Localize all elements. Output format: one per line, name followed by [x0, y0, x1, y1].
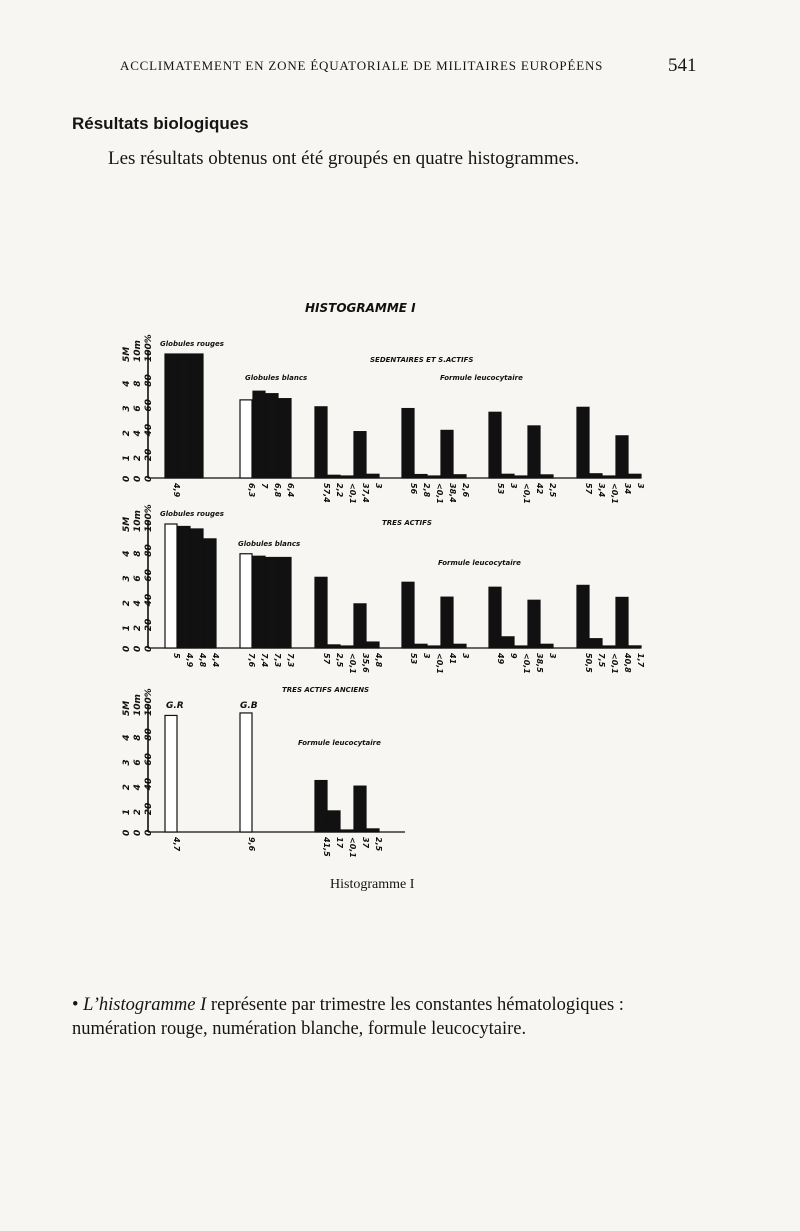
histogram-bar [489, 587, 501, 648]
bar-value-label: <0,1 [522, 483, 531, 504]
histogram-bar [191, 529, 203, 648]
bar-value-label: 57 [322, 653, 331, 665]
bar-value-label: 3 [422, 653, 431, 659]
y-tick-label: 0 [122, 475, 132, 482]
histogram-bar [279, 557, 291, 648]
histogram-bar [603, 476, 615, 478]
histogram-bar [603, 646, 615, 648]
y-tick-label: 2 [122, 784, 132, 791]
histogram-bar [577, 585, 589, 648]
histogram-bar [240, 713, 252, 832]
histogram-bar [428, 476, 440, 478]
bar-value-label: 37 [361, 837, 370, 849]
histogram-bar [629, 646, 641, 648]
histogram-bar [428, 646, 440, 648]
bar-value-label: 4,7 [172, 837, 181, 852]
bar-value-label: <0,1 [435, 483, 444, 504]
bar-value-label: 2,5 [335, 653, 344, 668]
bar-value-label: 6,8 [273, 483, 282, 498]
bar-value-label: 1,7 [636, 653, 645, 668]
y-tick-label: 20 [144, 802, 154, 816]
y-tick-label: 20 [144, 448, 154, 462]
histogram-bar [354, 604, 366, 648]
histogram-bar [616, 436, 628, 478]
bar-value-label: 38,5 [535, 653, 544, 673]
group-label: Globules rouges [160, 340, 224, 348]
y-tick-label: 10m [133, 340, 143, 362]
y-tick-label: 0 [144, 829, 154, 836]
bar-value-label: 7,3 [273, 653, 282, 668]
histogram-bar [253, 391, 265, 478]
y-tick-label: 60 [144, 753, 154, 766]
histogram-bar [629, 474, 641, 478]
y-tick-label: 4 [133, 784, 143, 791]
bar-value-label: 2,6 [461, 483, 470, 498]
histogram-bar [402, 409, 414, 478]
histogram-bar [515, 476, 527, 478]
y-tick-label: 60 [144, 399, 154, 412]
running-header: ACCLIMATEMENT EN ZONE ÉQUATORIALE DE MILITAIRES EUROPÉENS [120, 58, 604, 73]
group-label: G.B [240, 701, 258, 711]
histogram-bar [341, 646, 353, 648]
y-tick-label: 0 [122, 829, 132, 836]
panel-title: SEDENTAIRES ET S.ACTIFS [370, 356, 474, 364]
y-tick-label: 6 [133, 405, 143, 412]
bar-value-label: 56 [409, 483, 418, 495]
y-tick-label: 1 [122, 808, 132, 816]
y-tick-label: 100% [144, 504, 154, 532]
y-tick-label: 4 [122, 380, 132, 387]
y-tick-label: 1 [122, 454, 132, 462]
bar-value-label: 4,8 [374, 653, 383, 668]
y-tick-label: 5M [122, 346, 132, 362]
group-label: Globules rouges [160, 510, 224, 518]
histogram-bar [165, 524, 177, 648]
group-label: Formule leucocytaire [440, 374, 523, 382]
bar-value-label: 57,4 [322, 483, 331, 503]
histogram-panel [122, 504, 645, 674]
bar-value-label: 4,8 [198, 653, 207, 668]
bar-value-label: <0,1 [610, 483, 619, 504]
histogram-bar [528, 426, 540, 478]
bar-value-label: 7,5 [597, 653, 606, 668]
histogram-bar [354, 432, 366, 478]
bar-value-label: 9,6 [247, 837, 256, 852]
histogram-bar [315, 781, 327, 832]
y-tick-label: 8 [133, 380, 143, 387]
body-paragraph [72, 993, 702, 1041]
y-tick-label: 4 [133, 600, 143, 607]
histogram-bar [454, 644, 466, 648]
bar-value-label: 53 [409, 653, 418, 665]
histogram-bar [541, 644, 553, 648]
figure-caption: Histogramme I [330, 877, 415, 892]
bar-value-label: 40,8 [623, 653, 632, 673]
histogram-bar [354, 786, 366, 832]
bar-value-label: 2,5 [548, 483, 557, 498]
bar-value-label: 6,3 [247, 483, 256, 498]
y-tick-label: 2 [122, 430, 132, 437]
group-label: Globules blancs [245, 374, 308, 382]
bar-value-label: 49 [496, 653, 505, 665]
body-text: représente par trimestre les constantes hématologiques : numération rouge, numération blanche, formule leucocytaire. [72, 995, 624, 1039]
histogram-bar [515, 646, 527, 648]
y-tick-label: 2 [133, 454, 143, 462]
bar-value-label: 3 [509, 483, 518, 489]
bar-value-label: 5 [172, 653, 181, 659]
bar-value-label: 3 [548, 653, 557, 659]
bar-value-label: <0,1 [522, 653, 531, 674]
histogram-bar [590, 474, 602, 478]
y-tick-label: 40 [144, 593, 154, 607]
bar-value-label: 3 [374, 483, 383, 489]
group-label: Globules blancs [238, 540, 301, 548]
histogram-bar [415, 644, 427, 648]
histogram-bar [204, 539, 216, 648]
bar-value-label: 4,9 [185, 653, 194, 668]
histogram-bar [441, 597, 453, 648]
y-tick-label: 8 [133, 734, 143, 741]
histogram-bar [315, 577, 327, 648]
bar-value-label: <0,1 [435, 653, 444, 674]
bar-value-label: 2,2 [335, 483, 344, 498]
bar-value-label: 41 [448, 653, 457, 665]
bar-value-label: <0,1 [348, 837, 357, 858]
bar-value-label: 6,4 [286, 483, 295, 498]
y-tick-label: 1 [122, 624, 132, 632]
histogram-bar [266, 394, 278, 478]
histogram-bar [367, 474, 379, 478]
histogram-bar [454, 475, 466, 478]
bar-value-label: 3 [636, 483, 645, 489]
bullet: • [72, 995, 79, 1015]
y-tick-label: 0 [144, 475, 154, 482]
bar-value-label: 37,4 [361, 483, 370, 503]
y-tick-label: 5M [122, 516, 132, 532]
bar-value-label: <0,1 [348, 483, 357, 504]
bar-value-label: 7,6 [247, 653, 256, 668]
bar-value-label: 2,5 [374, 837, 383, 852]
y-tick-label: 5M [122, 700, 132, 716]
bar-value-label: 53 [496, 483, 505, 495]
histogram-bar [240, 554, 252, 648]
bar-value-label: 9 [509, 653, 518, 659]
y-tick-label: 0 [122, 645, 132, 652]
histogram-bar [489, 412, 501, 478]
bar-value-label: 50,5 [584, 653, 593, 673]
histogram-bar [165, 354, 177, 478]
y-tick-label: 6 [133, 575, 143, 582]
histogram-bar [165, 715, 177, 832]
y-tick-label: 2 [122, 600, 132, 607]
histogram-bar [577, 407, 589, 478]
y-tick-label: 4 [122, 734, 132, 741]
histogram-bar [191, 354, 203, 478]
bar-value-label: 42 [535, 483, 544, 495]
bar-value-label: 7 [260, 483, 269, 489]
bar-value-label: 38,4 [448, 483, 457, 503]
y-tick-label: 0 [133, 475, 143, 482]
histogram-bar [367, 642, 379, 648]
histogram-bar [541, 475, 553, 478]
histogram-bar [502, 637, 514, 648]
histogram-bar [328, 811, 340, 832]
group-label: Formule leucocytaire [438, 559, 521, 567]
y-tick-label: 3 [122, 759, 132, 766]
intro-paragraph: Les résultats obtenus ont été groupés en quatre histogrammes. [108, 148, 580, 169]
page-number: 541 [668, 55, 697, 76]
y-tick-label: 4 [122, 550, 132, 557]
y-tick-label: 100% [144, 334, 154, 362]
histogram-bar [502, 474, 514, 478]
y-tick-label: 0 [133, 645, 143, 652]
bar-value-label: <0,1 [348, 653, 357, 674]
bar-value-label: <0,1 [610, 653, 619, 674]
histogram-bar [415, 475, 427, 478]
y-tick-label: 100% [144, 688, 154, 716]
y-tick-label: 40 [144, 423, 154, 437]
panel-title: TRES ACTIFS ANCIENS [282, 686, 370, 694]
histogram-bar [178, 354, 190, 478]
y-tick-label: 0 [144, 645, 154, 652]
bar-value-label: 3 [461, 653, 470, 659]
histogram-bar [590, 639, 602, 648]
bar-value-label: 3,4 [597, 483, 606, 498]
group-label: Formule leucocytaire [298, 739, 381, 747]
histogram-bar [279, 399, 291, 478]
histogram-bar [616, 597, 628, 648]
bar-value-label: 35,6 [361, 653, 370, 673]
y-tick-label: 4 [133, 430, 143, 437]
histogram-bar [328, 645, 340, 648]
section-heading: Résultats biologiques [72, 114, 249, 133]
y-tick-label: 3 [122, 575, 132, 582]
bar-value-label: 4,9 [172, 483, 181, 498]
bar-value-label: 17 [335, 837, 344, 849]
histogram-bar [266, 557, 278, 648]
histogram-bar [441, 430, 453, 478]
y-tick-label: 10m [133, 510, 143, 532]
histogram-panel [122, 686, 405, 858]
histogram-bar [341, 830, 353, 832]
y-tick-label: 20 [144, 618, 154, 632]
bar-value-label: 4,4 [211, 653, 220, 668]
y-tick-label: 2 [133, 808, 143, 816]
bar-value-label: 2,8 [422, 483, 431, 498]
y-tick-label: 8 [133, 550, 143, 557]
bar-value-label: 34 [623, 483, 632, 495]
histogram-svg [0, 290, 800, 870]
histogram-bar [341, 476, 353, 478]
group-label: G.R [166, 701, 184, 711]
y-tick-label: 2 [133, 624, 143, 632]
panel-title: TRES ACTIFS [382, 519, 432, 527]
y-tick-label: 3 [122, 405, 132, 412]
histogram-bar [315, 407, 327, 478]
y-tick-label: 0 [133, 829, 143, 836]
histogram-panel [122, 334, 645, 504]
bar-value-label: 57 [584, 483, 593, 495]
histogram-bar [367, 829, 379, 832]
bar-value-label: 7,3 [286, 653, 295, 668]
y-tick-label: 60 [144, 569, 154, 582]
histogram-bar [328, 475, 340, 478]
y-tick-label: 80 [144, 544, 154, 557]
histogram-bar [253, 556, 265, 648]
y-tick-label: 40 [144, 777, 154, 791]
histogram-bar [402, 582, 414, 648]
histogram-bar [178, 526, 190, 648]
italic-lead: L’histogramme I [83, 995, 207, 1015]
histogram-bar [240, 400, 252, 478]
histogram-figure [0, 290, 800, 870]
y-tick-label: 80 [144, 728, 154, 741]
histogram-bar [528, 600, 540, 648]
y-tick-label: 6 [133, 759, 143, 766]
y-tick-label: 10m [133, 694, 143, 716]
figure-title: HISTOGRAMME I [305, 301, 416, 315]
y-tick-label: 80 [144, 374, 154, 387]
bar-value-label: 7,4 [260, 653, 269, 668]
bar-value-label: 41,5 [322, 837, 331, 857]
